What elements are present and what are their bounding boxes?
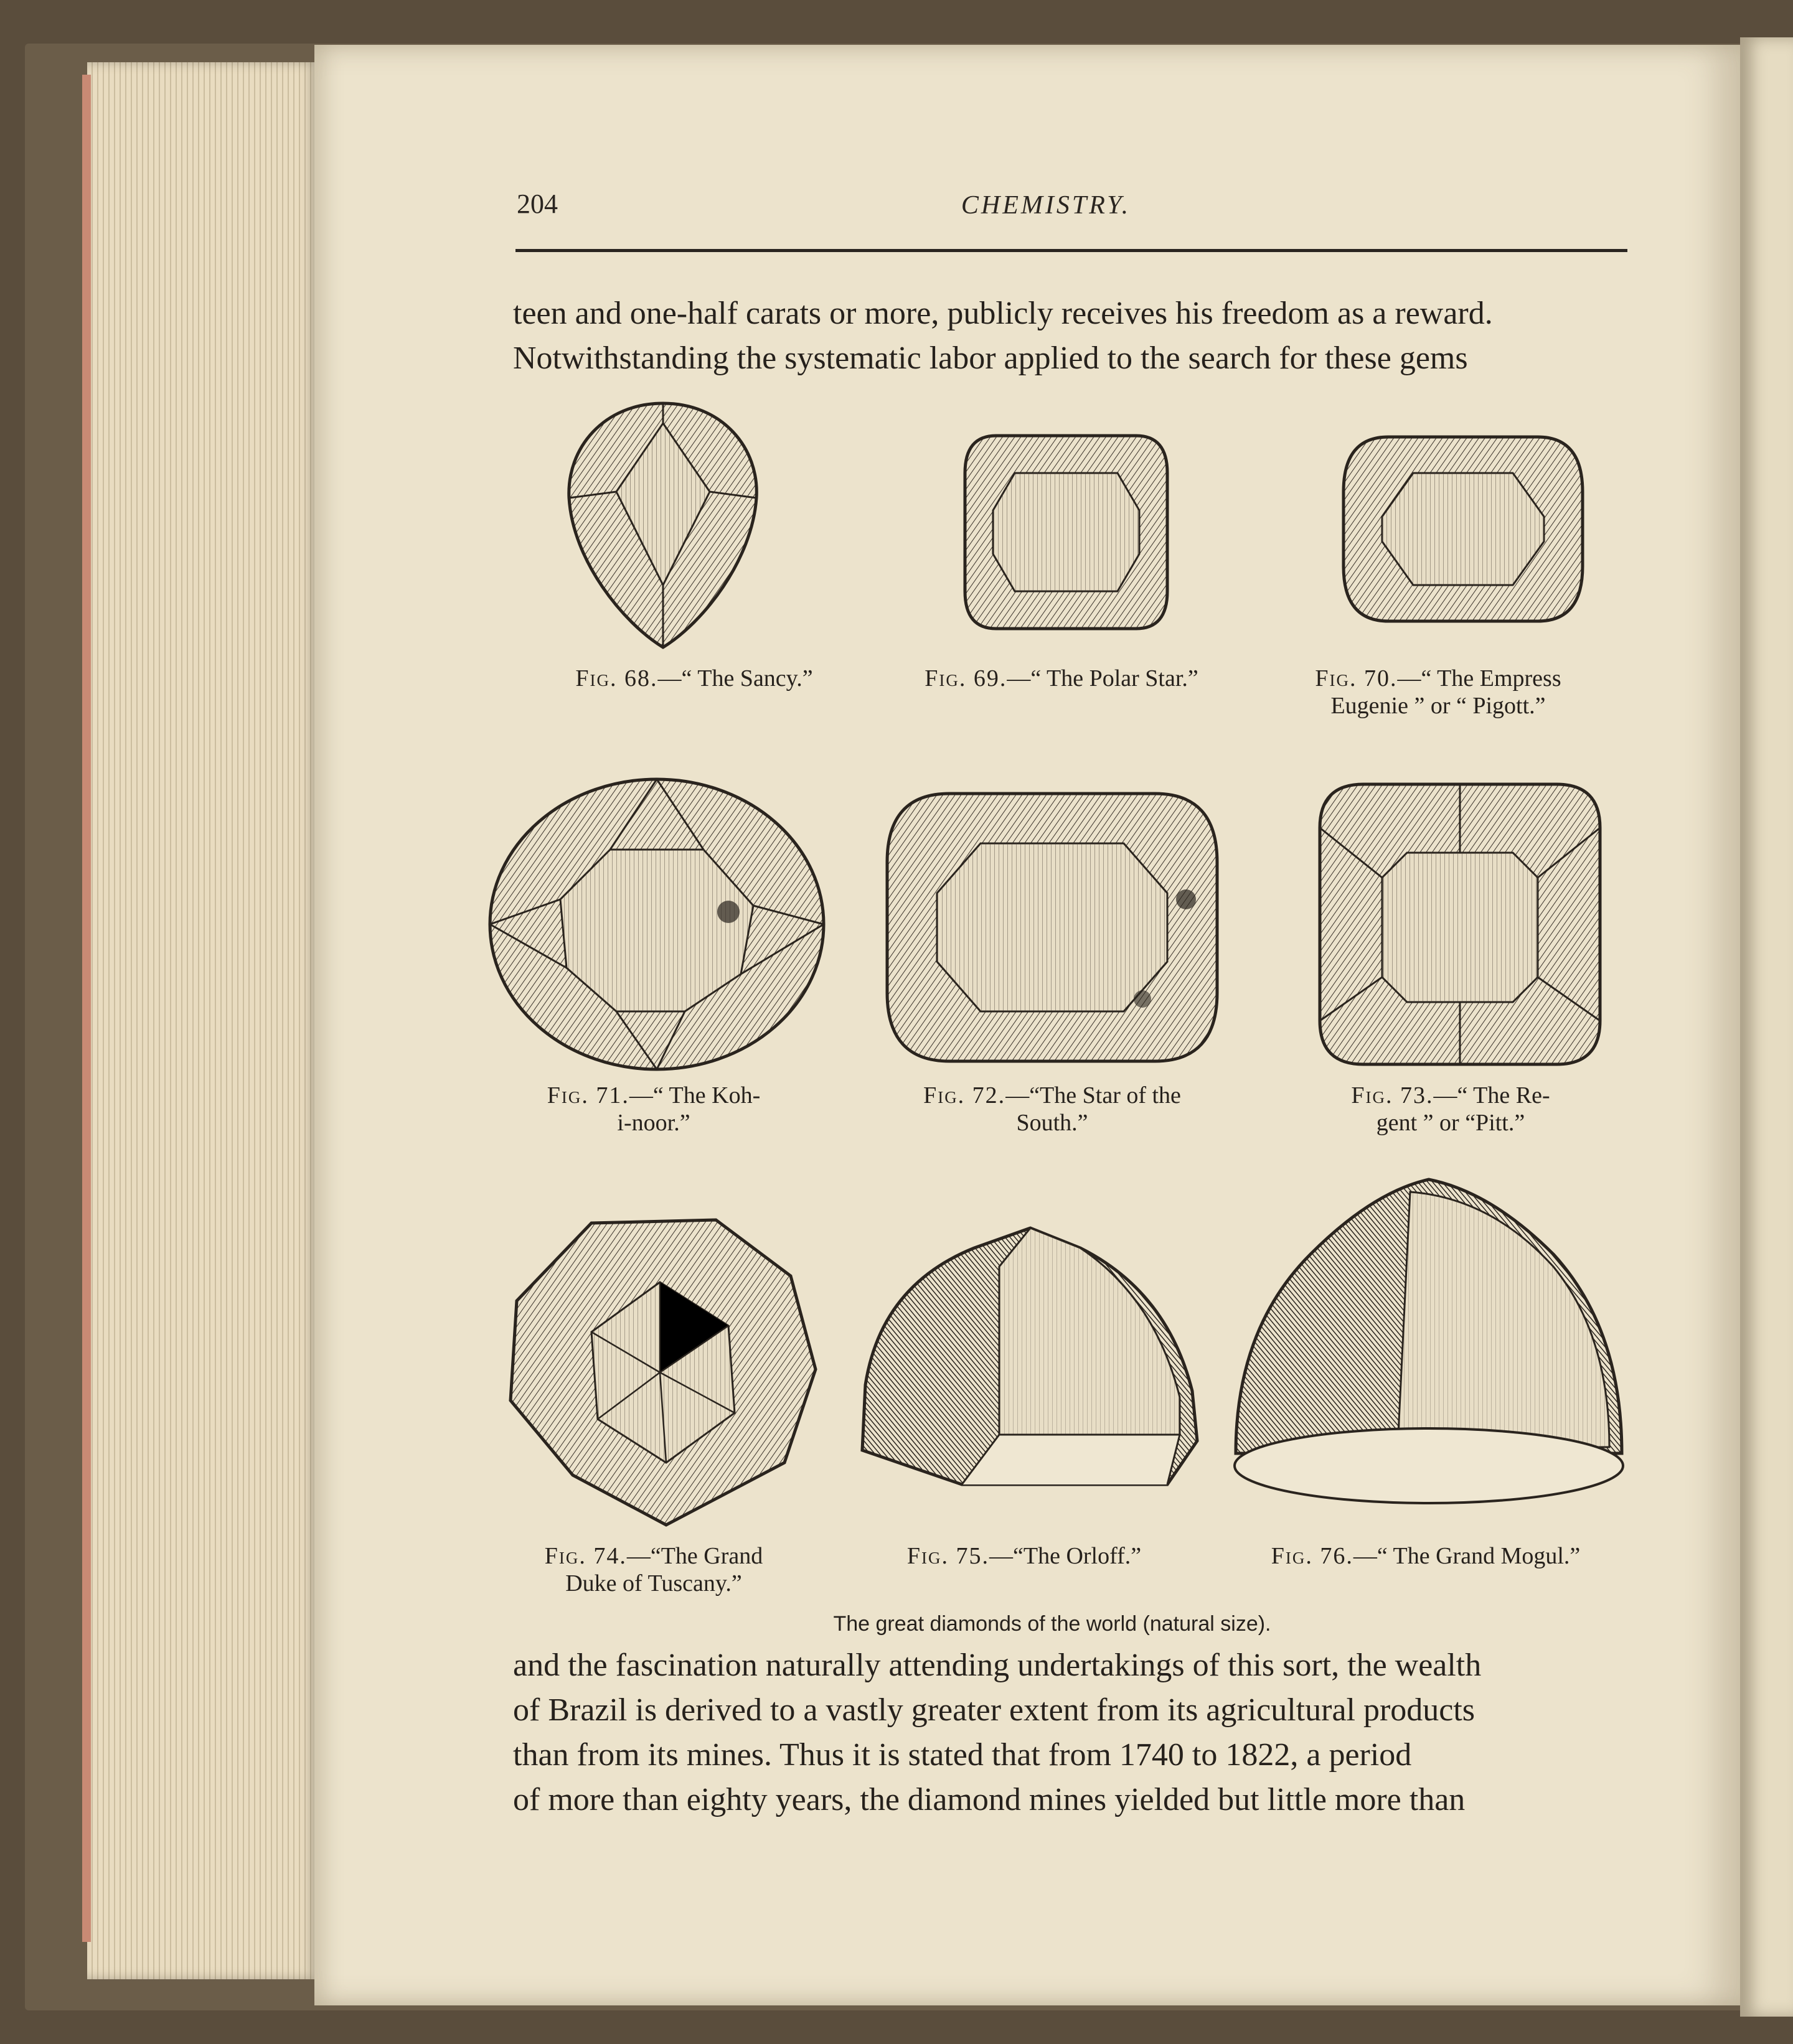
figure-caption: Fig. 76.—“ The Grand Mogul.”: [1271, 1543, 1581, 1569]
koh-i-noor-diamond-illustration: [486, 775, 828, 1074]
figure-caption: Fig. 69.—“ The Polar Star.”: [925, 665, 1198, 691]
grand-duke-of-tuscany-diamond-illustration: [498, 1214, 822, 1531]
star-of-the-south-diamond-illustration: [881, 787, 1223, 1067]
plate-caption: The great diamonds of the world (natural size).: [833, 1612, 1271, 1636]
header-rule: [515, 249, 1627, 252]
body-text-bottom: [513, 1643, 1618, 1822]
polar-star-diamond-illustration: [959, 429, 1174, 635]
page-edges: [87, 62, 318, 1979]
figure-caption: Fig. 72.—“The Star of the South.”: [923, 1082, 1181, 1136]
text-line: and the fascination naturally attending undertakings of this sort, the wealth: [513, 1648, 1482, 1683]
sancy-diamond-illustration: [560, 398, 766, 654]
running-title: CHEMISTRY.: [961, 191, 1131, 220]
figure-caption: Fig. 70.—“ The Empress Eugenie ” or “ Pigott.”: [1315, 665, 1561, 719]
grand-mogul-diamond-illustration: [1230, 1173, 1628, 1509]
figure-caption: Fig. 73.—“ The Re- gent ” or “Pitt.”: [1351, 1082, 1550, 1136]
empress-eugenie-diamond-illustration: [1339, 429, 1588, 629]
body-text-top: [513, 291, 1618, 381]
figure-caption: Fig. 68.—“ The Sancy.”: [575, 665, 813, 691]
facing-page-edge: [1740, 37, 1793, 2017]
orloff-diamond-illustration: [856, 1223, 1205, 1491]
figure-caption: Fig. 74.—“The Grand Duke of Tuscany.”: [544, 1543, 763, 1596]
text-line: Notwithstanding the systematic labor applied to the search for these gems: [513, 340, 1468, 376]
text-line: of Brazil is derived to a vastly greater extent from its agricultural products: [513, 1692, 1475, 1728]
page-number: 204: [517, 189, 558, 219]
text-line: than from its mines. Thus it is stated that from 1740 to 1822, a period: [513, 1737, 1412, 1773]
figure-caption: Fig. 75.—“The Orloff.”: [906, 1543, 1142, 1569]
regent-diamond-illustration: [1314, 778, 1606, 1071]
text-line: of more than eighty years, the diamond mines yielded but little more than: [513, 1782, 1466, 1817]
text-line: teen and one-half carats or more, publicly receives his freedom as a reward.: [513, 296, 1493, 331]
figure-caption: Fig. 71.—“ The Koh- i-noor.”: [547, 1082, 761, 1136]
